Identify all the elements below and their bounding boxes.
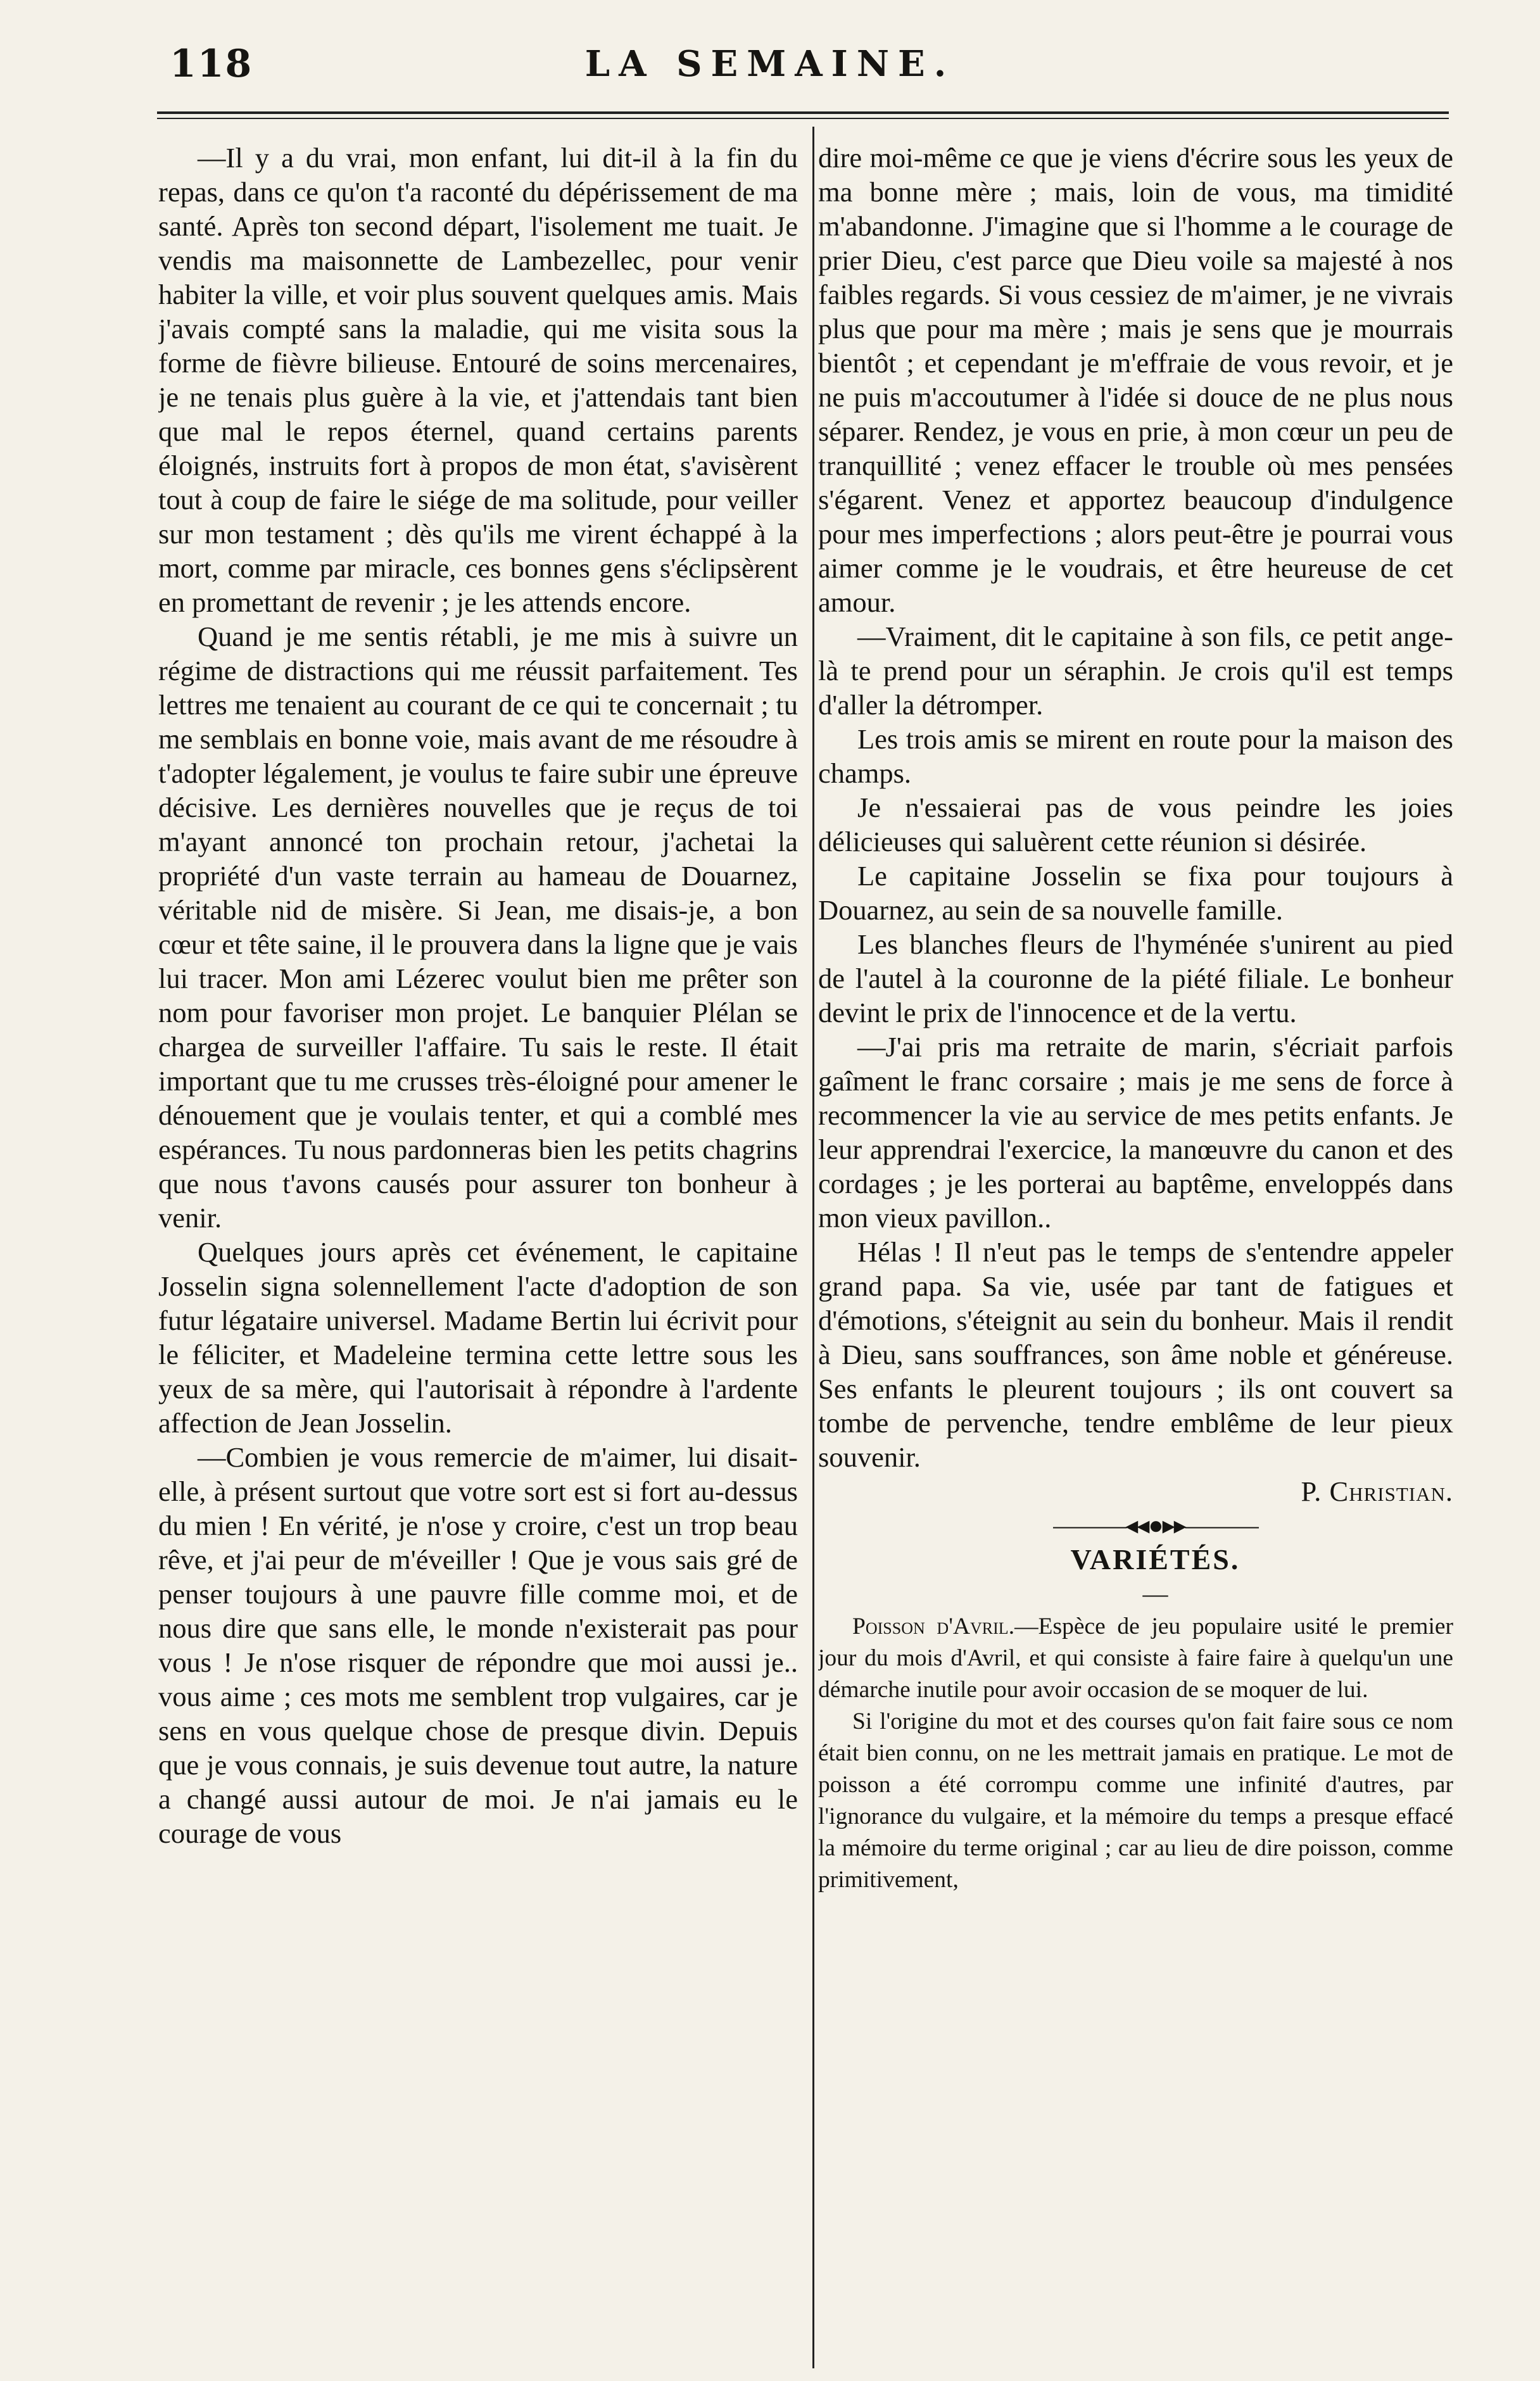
running-head-title: LA SEMAINE. (584, 43, 956, 85)
paragraph: Les blanches fleurs de l'hyménée s'unirent au pied de l'autel à la couronne de la piété filiale. Le bonheur devint le prix de l'innocence et de la vertu. (818, 928, 1453, 1028)
right-column (818, 141, 1453, 2368)
paragraph: Les trois amis se mirent en route pour la maison des champs. (818, 723, 1453, 789)
paragraph: Si l'origine du mot et des courses qu'on fait faire sous ce nom était bien connu, on ne les mettrait jamais en pratique. Le mot de poisson a été corrompu comme une infinité d'autres, par l'ignorance du vulgaire, et la mémoire du temps a presque effacé la mémoire du terme original ; car au lieu de dire poisson, comme primitivement, (818, 1708, 1453, 1893)
paragraph: Quand je me sentis rétabli, je me mis à suivre un régime de distractions qui me réussit parfaitement. Tes lettres me tenaient au courant de ce qui te concernait ; tu me semblais en bonne voie, mais avant de me résoudre à t'adopter légalement, je voulus te faire subir une épreuve décisive. Les dernières nouvelles que je reçus de toi m'ayant annoncé ton prochain retour, j'achetai la propriété d'un vaste terrain au hameau de Douarnez, véritable nid de misère. Si Jean, me disais-je, a bon cœur et tête saine, il le prouvera dans la ligne que je vais lui tracer. Mon ami Lézerec voulut bien me prêter son nom pour favoriser mon projet. Le banquier Plélan se chargea de surveiller l'affaire. Tu sais le reste. Il était important que tu me crusses très-éloigné pour amener le dénouement que je voulais tenter, et qui a comblé mes espérances. Tu nous pardonneras bien les petits chagrins que nous t'avons causés pour assurer ton bonheur à venir. (158, 621, 798, 1234)
paragraph: dire moi-même ce que je viens d'écrire sous les yeux de ma bonne mère ; mais, loin de vous, ma timidité m'abandonne. J'imagine que si l'homme a le courage de prier Dieu, c'est parce que Dieu voile sa majesté à nos faibles regards. Si vous cessiez de m'aimer, je ne vivrais plus que pour ma mère ; mais je sens que je mourrais bientôt ; et cependant je m'effraie de vous revoir, et je ne puis m'accoutumer à l'idée si douce de ne plus nous séparer. Rendez, je vous en prie, à mon cœur un peu de tranquillité ; venez effacer le trouble où mes pensées s'égarent. Venez et apportez beaucoup d'indulgence pour mes imperfections ; alors peut-être je pourrai vous aimer comme je le voudrais, et être heureuse de cet amour. (818, 142, 1453, 618)
left-column (158, 141, 798, 2368)
paragraph: Quelques jours après cet événement, le capitaine Josselin signa solennellement l'acte d'adoption de son futur légataire universel. Madame Bertin lui écrivit pour le féliciter, et Madeleine termina cette lettre sous les yeux de sa mère, qui l'autorisait à répondre à l'ardente affection de Jean Josselin. (158, 1236, 798, 1439)
paragraph: —Combien je vous remercie de m'aimer, lui disait-elle, à présent surtout que votre sort est si fort au-dessus du mien ! En vérité, je n'ose y croire, c'est un trop beau rêve, et j'ai peur de m'éveiller ! Que je vous sais gré de penser toujours à une pauvre fille comme moi, et de nous dire que sans elle, le monde n'existerait pas pour vous ! Je n'ose risquer de répondre que moi aussi je.. vous aime ; ces mots me semblent trop vulgaires, car je sens en vous quelque chose de presque divin. Depuis que je vous connais, je suis devenue tout autre, la nature a changé aussi autour de moi. Je n'ai jamais eu le courage de vous (158, 1441, 798, 1849)
ornament-divider: ———◂◂●▸▸——— (1053, 1511, 1258, 1539)
section-dash: — (1142, 1579, 1168, 1608)
paragraph: —J'ai pris ma retraite de marin, s'écriait parfois gaîment le franc corsaire ; mais je me sens de force à recommencer la vie au service de mes petits enfants. Je leur apprendrai l'exercice, la manœuvre du canon et des cordages ; je les porterai au baptême, enveloppés dans mon vieux pavillon.. (818, 1031, 1453, 1234)
paragraph: —Vraiment, dit le capitaine à son fils, ce petit ange-là te prend pour un séraphin. Je crois qu'il est temps d'aller la détromper. (818, 621, 1453, 721)
paragraph: Je n'essaierai pas de vous peindre les joies délicieuses qui saluèrent cette réunion si désirée. (818, 792, 1453, 857)
column-divider (812, 127, 814, 2368)
paragraph: —Il y a du vrai, mon enfant, lui dit-il à la fin du repas, dans ce qu'on t'a raconté du dépérissement de ma santé. Après ton second départ, l'isolement me tuait. Je vendis ma maisonnette de Lambezellec, pour venir habiter la ville, et voir plus souvent quelques amis. Mais j'avais compté sans la maladie, qui me visita sous la forme de fièvre bilieuse. Entouré de soins mercenaires, je ne tenais plus guère à la vie, et j'attendais tant bien que mal le repos éternel, quand certains parents éloignés, instruits fort à propos de mon état, s'avisèrent tout à coup de faire le siége de ma solitude, pour veiller sur mon testament ; dès qu'ils me virent échappé à la mort, comme par miracle, ces bonnes gens s'éclipsèrent en promettant de revenir ; je les attends encore. (158, 142, 798, 618)
header-rule (157, 111, 1449, 119)
entry-term: Poisson d'Avril. (852, 1614, 1015, 1639)
paragraph: Hélas ! Il n'eut pas le temps de s'entendre appeler grand papa. Sa vie, usée par tant de fatigues et d'émotions, s'éteignit au sein du bonheur. Mais il rendit à Dieu, sans souffrances, son âme noble et généreuse. Ses enfants le pleurent toujours ; ils ont couvert sa tombe de pervenche, tendre emblême de leur pieux souvenir. (818, 1236, 1453, 1473)
section-title: VARIÉTÉS. (1070, 1543, 1240, 1576)
paragraph: Le capitaine Josselin se fixa pour toujours à Douarnez, au sein de sa nouvelle famille. (818, 860, 1453, 926)
varietes-entry (818, 1611, 1453, 1706)
author-signature: P. Christian. (1301, 1475, 1453, 1507)
page-number: 118 (170, 42, 253, 86)
varietes-section (818, 1611, 1453, 1896)
entry-text: —Espèce de jeu populaire usité le premier jour du mois d'Avril, et qui consiste à faire faire à quelqu'un une démarche inutile pour avoir occasion de se moquer de lui. (818, 1614, 1453, 1703)
